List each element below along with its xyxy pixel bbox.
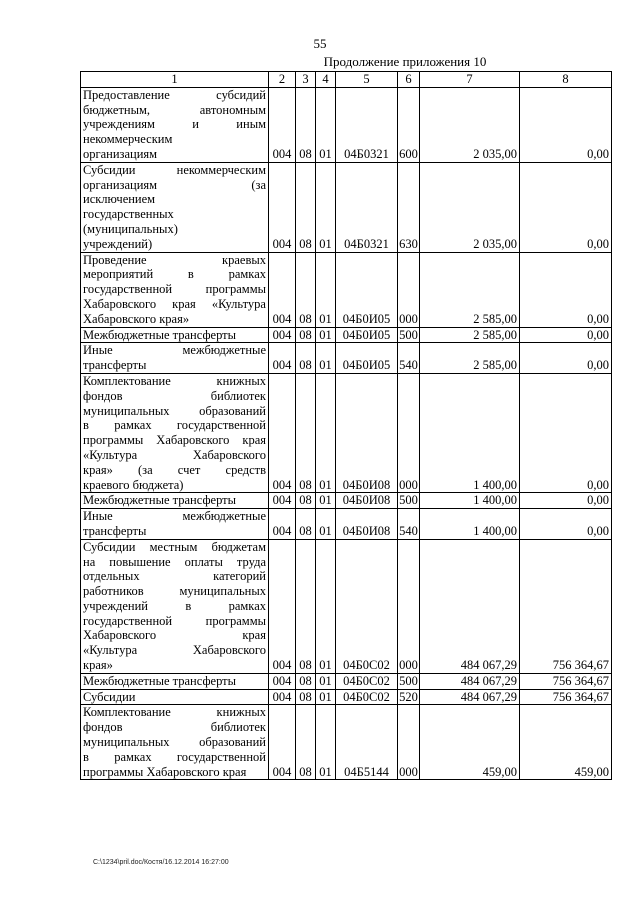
table-row [81, 493, 612, 509]
cell-target-code: 04Б0И08 [336, 373, 398, 492]
cell-amount-col7: 2 585,00 [420, 343, 520, 374]
description-line: Субсидии [83, 689, 136, 704]
description-line: Предоставление субсидий [83, 87, 266, 102]
column-header: 6 [398, 72, 420, 88]
cell-ministry-code: 004 [269, 493, 296, 509]
description-line: в рамках государственной [83, 749, 266, 764]
budget-table [80, 71, 612, 780]
description-line: государственной программы [83, 613, 266, 628]
row-description [81, 252, 269, 327]
description-line: Хабаровского края «Культура [83, 296, 266, 311]
cell-amount-col7: 2 585,00 [420, 252, 520, 327]
cell-amount-col8: 459,00 [520, 705, 612, 780]
page-number: 55 [313, 36, 327, 51]
description-line: Межбюджетные трансферты [83, 493, 237, 508]
description-line: исключением [83, 192, 156, 207]
description-line: на повышение оплаты труда [83, 554, 266, 569]
description-line: работников муниципальных [83, 584, 266, 599]
cell-amount-col8: 756 364,67 [520, 673, 612, 689]
description-line: фондов библиотек [83, 720, 266, 735]
cell-amount-col8: 0,00 [520, 493, 612, 509]
row-description [81, 87, 269, 162]
cell-ministry-code: 004 [269, 373, 296, 492]
cell-section-code: 08 [296, 327, 316, 343]
cell-section-code: 08 [296, 673, 316, 689]
description-line: краевого бюджета) [83, 477, 184, 492]
cell-subsection-code: 01 [316, 327, 336, 343]
cell-section-code: 08 [296, 539, 316, 673]
cell-target-code: 04Б0С02 [336, 689, 398, 705]
cell-target-code: 04Б0321 [336, 87, 398, 162]
cell-amount-col8: 0,00 [520, 87, 612, 162]
cell-target-code: 04Б0И08 [336, 509, 398, 540]
cell-amount-col8: 0,00 [520, 252, 612, 327]
cell-target-code: 04Б0С02 [336, 673, 398, 689]
cell-subsection-code: 01 [316, 509, 336, 540]
cell-amount-col8: 0,00 [520, 327, 612, 343]
continuation-title: Продолжение приложения 10 [323, 54, 487, 69]
description-line: мероприятий в рамках [83, 267, 266, 282]
cell-ministry-code: 004 [269, 539, 296, 673]
cell-amount-col8: 0,00 [520, 509, 612, 540]
description-line: (муниципальных) [83, 221, 178, 236]
cell-section-code: 08 [296, 689, 316, 705]
cell-amount-col8: 756 364,67 [520, 689, 612, 705]
table-row [81, 87, 612, 162]
table-row [81, 539, 612, 673]
cell-ministry-code: 004 [269, 689, 296, 705]
cell-section-code: 08 [296, 373, 316, 492]
description-line: учреждениям и иным [83, 117, 266, 132]
description-line: Межбюджетные трансферты [83, 327, 237, 342]
cell-target-code: 04Б0И05 [336, 252, 398, 327]
column-header: 7 [420, 72, 520, 88]
row-description [81, 689, 269, 705]
table-header-row [81, 72, 612, 88]
cell-section-code: 08 [296, 162, 316, 252]
description-line: края» (за счет средств [83, 462, 266, 477]
cell-expense-type-code: 520 [399, 689, 418, 704]
description-line: организациям (за [83, 177, 266, 192]
cell-section-code: 08 [296, 705, 316, 780]
row-description [81, 509, 269, 540]
description-line: фондов библиотек [83, 388, 266, 403]
cell-section-code: 08 [296, 87, 316, 162]
cell-subsection-code: 01 [316, 493, 336, 509]
row-description [81, 162, 269, 252]
table-row [81, 509, 612, 540]
description-line: Комплектование книжных [83, 705, 266, 720]
cell-amount-col8: 756 364,67 [520, 539, 612, 673]
cell-subsection-code: 01 [316, 689, 336, 705]
cell-subsection-code: 01 [316, 87, 336, 162]
cell-section-code: 08 [296, 509, 316, 540]
description-line: государственной программы [83, 282, 266, 297]
cell-subsection-code: 01 [316, 373, 336, 492]
cell-ministry-code: 004 [269, 87, 296, 162]
cell-ministry-code: 004 [269, 705, 296, 780]
description-line: края» [83, 658, 113, 673]
table-row [81, 689, 612, 705]
row-description [81, 539, 269, 673]
description-line: программы Хабаровского края [83, 433, 266, 448]
cell-amount-col7: 1 400,00 [420, 509, 520, 540]
table-row [81, 327, 612, 343]
column-header: 1 [81, 72, 269, 88]
document-path-footer: C:\1234\pril.doc/Костя/16.12.2014 16:27:00 [93, 859, 229, 866]
table-row [81, 343, 612, 374]
cell-target-code: 04Б0И05 [336, 327, 398, 343]
cell-expense-type-code: 600 [398, 87, 420, 162]
cell-amount-col7: 459,00 [420, 705, 520, 780]
description-line: организациям [83, 146, 158, 161]
cell-expense-type-code: 540 [398, 343, 420, 374]
cell-amount-col7: 484 067,29 [420, 673, 520, 689]
cell-amount-col7: 2 035,00 [420, 87, 520, 162]
cell-ministry-code: 004 [269, 327, 296, 343]
description-line: некоммерческим [83, 132, 173, 147]
description-line: отдельных категорий [83, 569, 266, 584]
cell-ministry-code: 004 [269, 162, 296, 252]
description-line: муниципальных образований [83, 735, 266, 750]
cell-expense-type-code: 000 [398, 539, 420, 673]
description-line: «Культура Хабаровского [83, 643, 266, 658]
cell-subsection-code: 01 [316, 705, 336, 780]
cell-target-code: 04Б0И05 [336, 343, 398, 374]
table-row [81, 373, 612, 492]
description-line: государственных [83, 207, 174, 222]
cell-expense-type-code: 000 [398, 373, 420, 492]
cell-amount-col7: 1 400,00 [420, 373, 520, 492]
column-header: 3 [296, 72, 316, 88]
table-row [81, 252, 612, 327]
cell-target-code: 04Б5144 [336, 705, 398, 780]
description-line: Субсидии местным бюджетам [83, 539, 266, 554]
cell-amount-col8: 0,00 [520, 373, 612, 492]
cell-expense-type-code: 630 [398, 162, 420, 252]
description-line: Проведение краевых [83, 252, 266, 267]
table-row [81, 162, 612, 252]
row-description [81, 373, 269, 492]
description-line: Комплектование книжных [83, 373, 266, 388]
cell-amount-col8: 0,00 [520, 162, 612, 252]
table-row [81, 705, 612, 780]
row-description [81, 705, 269, 780]
cell-subsection-code: 01 [316, 539, 336, 673]
description-line: трансферты [83, 358, 147, 373]
cell-expense-type-code: 540 [398, 509, 420, 540]
column-header: 4 [316, 72, 336, 88]
column-header: 5 [336, 72, 398, 88]
cell-expense-type-code: 500 [399, 493, 418, 508]
cell-section-code: 08 [296, 343, 316, 374]
description-line: Хабаровского края [83, 628, 266, 643]
description-line: Иные межбюджетные [83, 509, 266, 524]
row-description [81, 673, 269, 689]
cell-expense-type-code: 000 [398, 252, 420, 327]
cell-subsection-code: 01 [316, 252, 336, 327]
description-line: «Культура Хабаровского [83, 447, 266, 462]
cell-amount-col7: 484 067,29 [420, 689, 520, 705]
cell-target-code: 04Б0С02 [336, 539, 398, 673]
cell-subsection-code: 01 [316, 343, 336, 374]
cell-expense-type-code: 000 [398, 705, 420, 780]
cell-ministry-code: 004 [269, 509, 296, 540]
cell-target-code: 04Б0И08 [336, 493, 398, 509]
row-description [81, 327, 269, 343]
cell-ministry-code: 004 [269, 343, 296, 374]
description-line: программы Хабаровского края [83, 764, 247, 779]
cell-ministry-code: 004 [269, 673, 296, 689]
description-line: Хабаровского края» [83, 311, 190, 326]
column-header: 8 [520, 72, 612, 88]
description-line: в рамках государственной [83, 418, 266, 433]
cell-amount-col8: 0,00 [520, 343, 612, 374]
description-line: трансферты [83, 523, 147, 538]
cell-expense-type-code: 500 [399, 673, 418, 688]
cell-subsection-code: 01 [316, 162, 336, 252]
cell-amount-col7: 2 585,00 [420, 327, 520, 343]
cell-section-code: 08 [296, 493, 316, 509]
description-line: муниципальных образований [83, 403, 266, 418]
row-description [81, 493, 269, 509]
table-row [81, 673, 612, 689]
description-line: учреждений) [83, 236, 153, 251]
description-line: Иные межбюджетные [83, 343, 266, 358]
description-line: Межбюджетные трансферты [83, 673, 237, 688]
row-description [81, 343, 269, 374]
cell-target-code: 04Б0321 [336, 162, 398, 252]
description-line: Субсидии некоммерческим [83, 162, 266, 177]
cell-ministry-code: 004 [269, 252, 296, 327]
cell-amount-col7: 484 067,29 [420, 539, 520, 673]
cell-amount-col7: 2 035,00 [420, 162, 520, 252]
description-line: бюджетным, автономным [83, 102, 266, 117]
cell-amount-col7: 1 400,00 [420, 493, 520, 509]
cell-expense-type-code: 500 [399, 327, 418, 342]
description-line: учреждений в рамках [83, 598, 266, 613]
cell-subsection-code: 01 [316, 673, 336, 689]
column-header: 2 [269, 72, 296, 88]
cell-section-code: 08 [296, 252, 316, 327]
